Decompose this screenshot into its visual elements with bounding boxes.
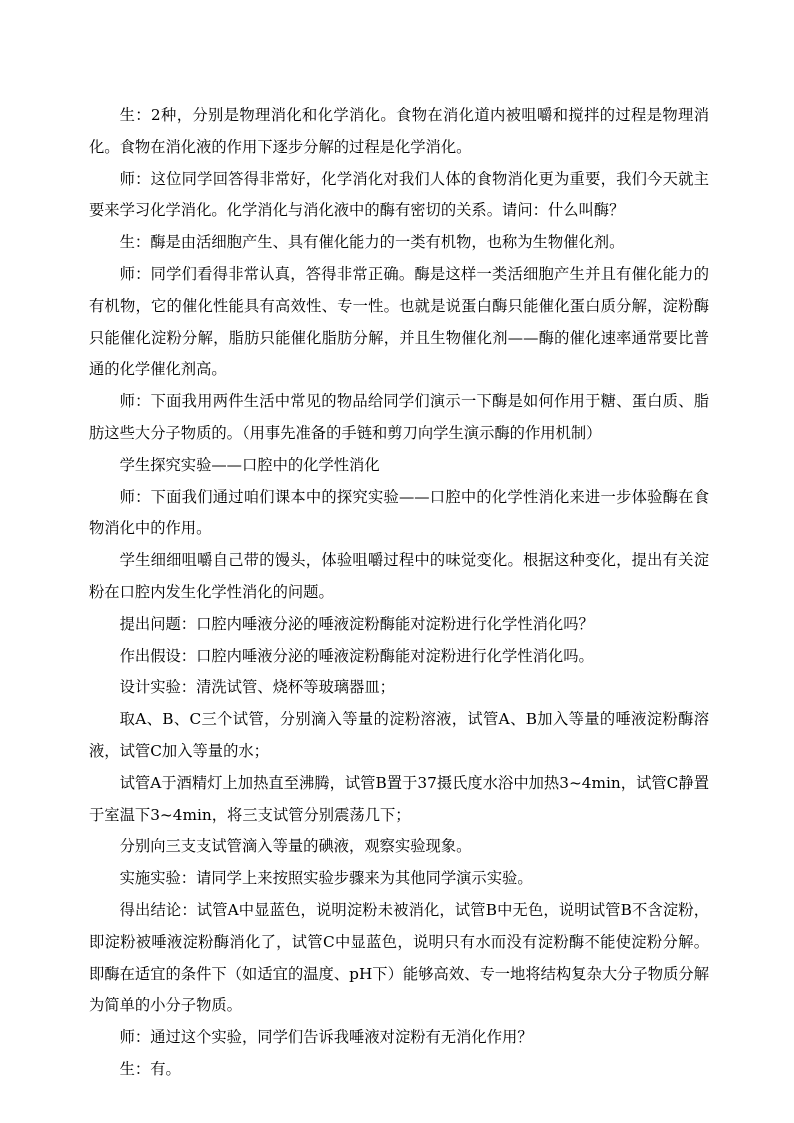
paragraph-teacher-experiment-intro: 师：下面我们通过咱们课本中的探究实验——口腔中的化学性消化来进一步体验酶在食物消化中的作用。 bbox=[89, 487, 709, 538]
paragraph-design: 设计实验：清洗试管、烧杯等玻璃器皿； bbox=[119, 678, 395, 697]
paragraph-teacher-demonstration: 师：下面我用两件生活中常见的物品给同学们演示一下酶是如何作用于糖、蛋白质、脂肪这些大分子物质的。（用事先准备的手链和剪刀向学生演示酶的作用机制） bbox=[89, 392, 709, 442]
paragraph-step-tubes: 取A、B、C三个试管，分别滴入等量的淀粉溶液，试管A、B加入等量的唾液淀粉酶溶液，试管C加入等量的水； bbox=[89, 710, 709, 760]
paragraph-teacher-enzyme-properties: 师：同学们看得非常认真，答得非常正确。酶是这样一类活细胞产生并且有催化能力的有机物，它的催化性能具有高效性、专一性。也就是说蛋白酶只能催化蛋白质分解，淀粉酶只能催化淀粉分解，脂肪只能催化脂肪分解，并且生物催化剂——酶的催化速率通常要比普通的化学催化剂高。 bbox=[89, 264, 709, 379]
paragraph-step-heating: 试管A于酒精灯上加热直至沸腾，试管B置于37摄氏度水浴中加热3~4min，试管C静置于室温下3~4min，将三支试管分别震荡几下； bbox=[89, 773, 709, 824]
paragraph-conclusion: 得出结论：试管A中显蓝色，说明淀粉未被消化，试管B中无色，说明试管B不含淀粉，即淀粉被唾液淀粉酶消化了，试管C中显蓝色，说明只有水而没有淀粉酶不能使淀粉分解。即酶在适宜的条件下（如适宜的温度、pH下）能够高效、专一地将结构复杂大分子物质分解为简单的小分子物质。 bbox=[89, 900, 709, 1015]
paragraph-hypothesis: 作出假设：口腔内唾液分泌的唾液淀粉酶能对淀粉进行化学性消化吗。 bbox=[119, 646, 594, 665]
paragraph-implementation: 实施实验：请同学上来按照实验步骤来为其他同学演示实验。 bbox=[119, 869, 533, 888]
paragraph-experiment-heading: 学生探究实验——口腔中的化学性消化 bbox=[119, 455, 380, 474]
paragraph-step-iodine: 分别向三支支试管滴入等量的碘液，观察实验现象。 bbox=[119, 837, 472, 856]
paragraph-teacher-final-question: 师：通过这个实验，同学们告诉我唾液对淀粉有无消化作用？ bbox=[119, 1028, 533, 1047]
paragraph-teacher-question-enzyme: 师：这位同学回答得非常好，化学消化对我们人体的食物消化更为重要，我们今天就主要来学习化学消化。化学消化与消化液中的酶有密切的关系。请问：什么叫酶？ bbox=[89, 169, 709, 220]
document-body bbox=[89, 100, 709, 1086]
paragraph-student-enzyme-definition: 生：酶是由活细胞产生、具有催化能力的一类有机物，也称为生物催化剂。 bbox=[119, 233, 625, 252]
paragraph-question: 提出问题：口腔内唾液分泌的唾液淀粉酶能对淀粉进行化学性消化吗？ bbox=[119, 614, 594, 633]
paragraph-student-final-answer: 生：有。 bbox=[119, 1059, 181, 1078]
paragraph-student-answer-digestion-types: 生：2种，分别是物理消化和化学消化。食物在消化道内被咀嚼和搅拌的过程是物理消化。食物在消化液的作用下逐步分解的过程是化学消化。 bbox=[89, 106, 709, 156]
paragraph-student-chewing: 学生细细咀嚼自己带的馒头，体验咀嚼过程中的味觉变化。根据这种变化，提出有关淀粉在口腔内发生化学性消化的问题。 bbox=[89, 551, 709, 601]
